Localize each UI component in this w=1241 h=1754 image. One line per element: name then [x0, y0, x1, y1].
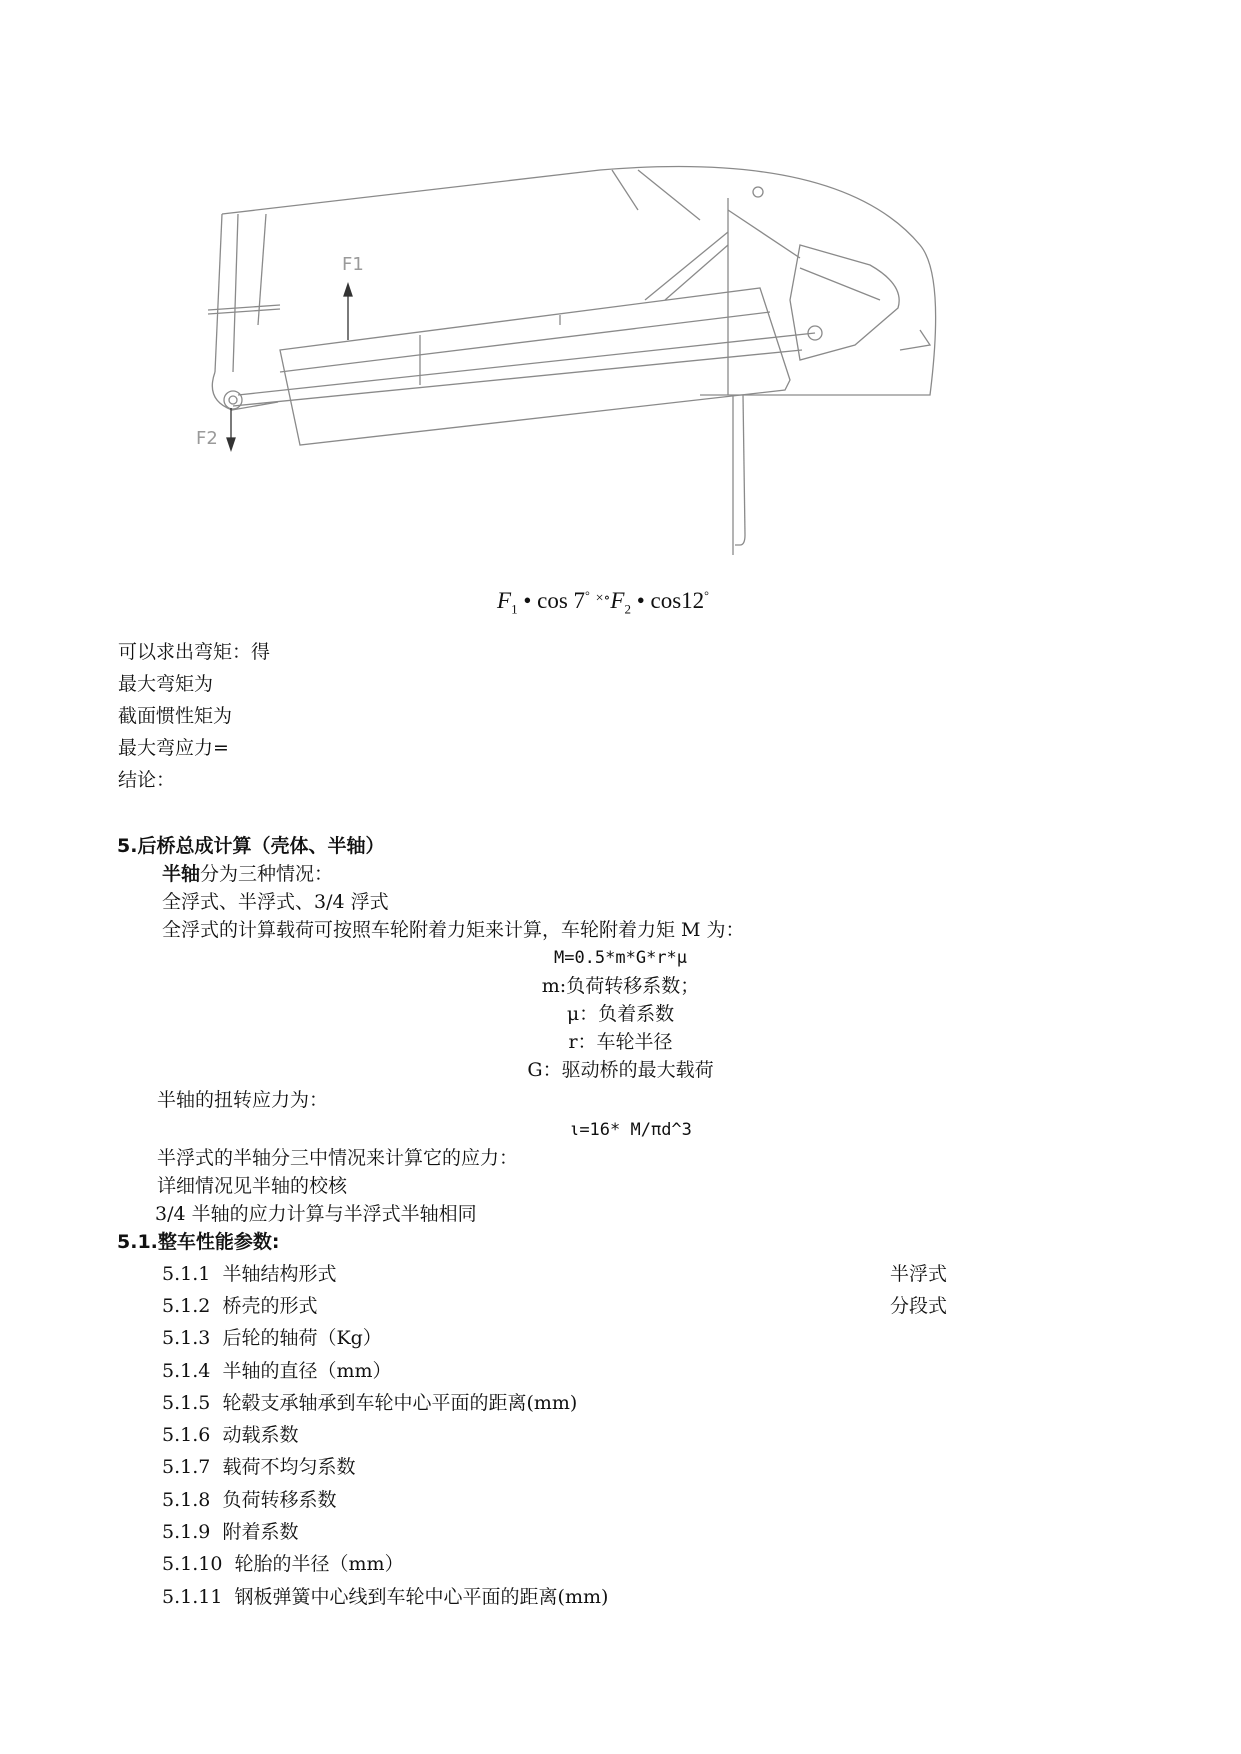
param-row: 5.1.10 轮胎的半径（mm） — [162, 1553, 404, 1575]
calc-line-inertia: 截面惯性矩为 — [118, 705, 233, 727]
label-f2: F2 — [196, 428, 218, 449]
calc-line-moment: 可以求出弯矩：得 — [118, 641, 271, 663]
param-row: 5.1.6 动载系数 — [162, 1424, 299, 1446]
formula-torsion: ι=16* M/πd^3 — [569, 1120, 692, 1140]
param-row: 5.1.1 半轴结构形式 — [162, 1263, 337, 1285]
param-value: 分段式 — [890, 1295, 948, 1317]
section-5-intro: 半轴分为三种情况： — [162, 863, 334, 885]
param-row: 5.1.11 钢板弹簧中心线到车轮中心平面的距离(mm) — [162, 1586, 609, 1608]
def-g: G：驱动桥的最大载荷 — [527, 1059, 714, 1081]
full-float-text: 全浮式的计算载荷可按照车轮附着力矩来计算，车轮附着力矩 M 为： — [162, 919, 745, 941]
pivot-bracket — [790, 245, 899, 360]
param-row: 5.1.2 桥壳的形式 — [162, 1295, 318, 1317]
section-51-heading: 5.1.整车性能参数: — [117, 1231, 280, 1253]
param-row: 5.1.3 后轮的轴荷（Kg） — [162, 1327, 382, 1349]
calc-line-max-stress: 最大弯应力= — [118, 737, 229, 759]
axle-types: 全浮式、半浮式、3/4 浮式 — [162, 891, 389, 913]
torsion-text: 半轴的扭转应力为： — [157, 1089, 329, 1111]
param-row: 5.1.8 负荷转移系数 — [162, 1489, 337, 1511]
param-row: 5.1.9 附着系数 — [162, 1521, 299, 1543]
formula-m: M=0.5*m*G*r*μ — [553, 948, 688, 968]
section-5-heading: 5.后桥总成计算（壳体、半轴） — [117, 835, 385, 857]
def-m: m:负荷转移系数； — [541, 975, 700, 997]
param-row: 5.1.7 载荷不均匀系数 — [162, 1456, 356, 1478]
param-row: 5.1.5 轮毂支承轴承到车轮中心平面的距离(mm) — [162, 1392, 578, 1414]
three-quarter-text: 3/4 半轴的应力计算与半浮式半轴相同 — [155, 1203, 477, 1225]
def-r: r：车轮半径 — [568, 1031, 673, 1053]
detail-text: 详细情况见半轴的校核 — [157, 1175, 348, 1197]
param-value: 半浮式 — [890, 1263, 948, 1285]
mechanism-diagram — [0, 0, 1241, 570]
force-balance-formula: $F_1$ • cos 7° $^{\times\circ}F_2$ • cos12° — [497, 588, 709, 617]
label-f1: F1 — [342, 254, 364, 275]
param-row: 5.1.4 半轴的直径（mm） — [162, 1360, 392, 1382]
calc-line-max-moment: 最大弯矩为 — [118, 673, 214, 695]
cylinder — [280, 288, 790, 445]
calc-line-conclusion: 结论： — [118, 769, 176, 791]
body-outline — [222, 167, 936, 395]
def-mu: μ：负着系数 — [566, 1003, 675, 1025]
semi-float-text: 半浮式的半轴分三中情况来计算它的应力： — [157, 1147, 519, 1169]
